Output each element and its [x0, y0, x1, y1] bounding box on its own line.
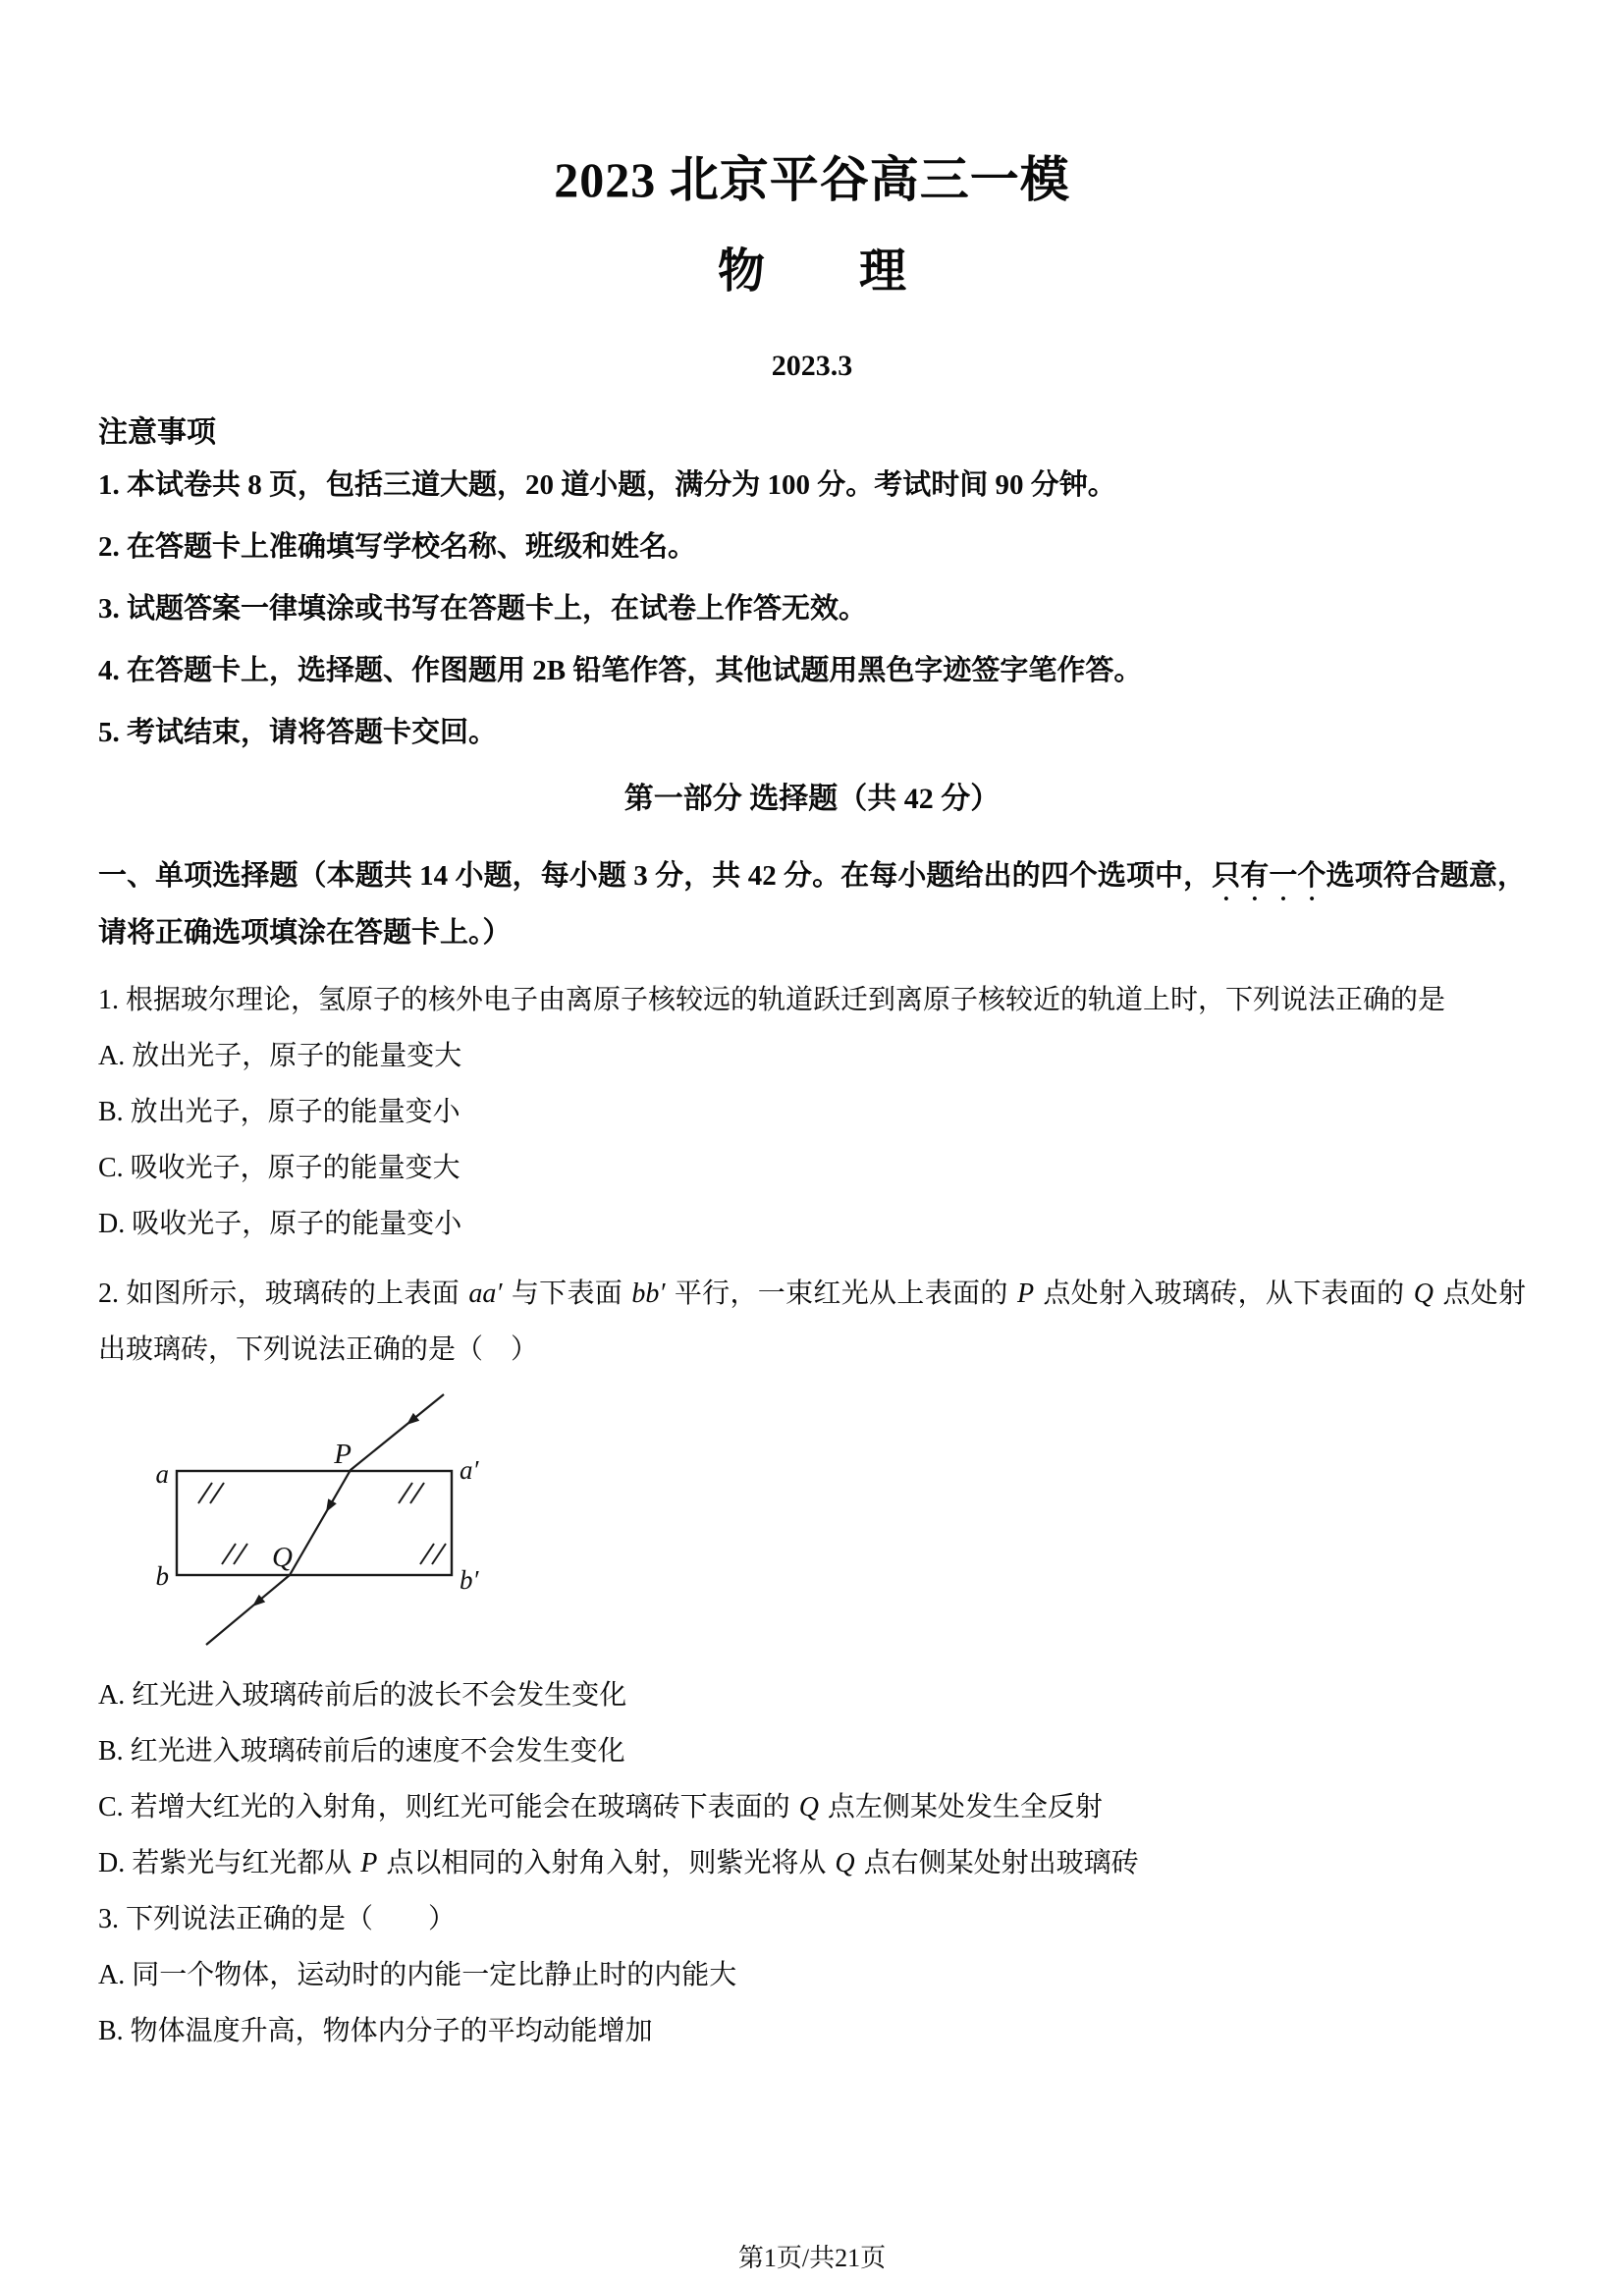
notice-item: 1. 本试卷共 8 页，包括三道大题，20 道小题，满分为 100 分。考试时间 90 分钟。: [98, 469, 1116, 501]
page-footer: 第1页/共21页: [737, 2244, 887, 2272]
option: B. 放出光子，原子的能量变小: [98, 1097, 460, 1127]
question-2: [98, 1266, 1526, 1891]
page-content: [0, 33, 1624, 2060]
question-stem: 1. 根据玻尔理论，氢原子的核外电子由离原子核较远的轨道跃迁到离原子核较近的轨道上时，下列说法正确的是: [98, 985, 1446, 1015]
notice-heading: 注意事项: [98, 416, 216, 449]
option: B. 物体温度升高，物体内分子的平均动能增加: [98, 2016, 653, 2046]
question-1: [98, 972, 1526, 1252]
part1-header: 第一部分 选择题（共 42 分）: [623, 783, 1001, 815]
notice-item: 2. 在答题卡上准确填写学校名称、班级和姓名。: [98, 531, 697, 563]
label-q: Q: [272, 1542, 293, 1573]
option: D. 吸收光子，原子的能量变小: [98, 1209, 462, 1239]
option: C. 吸收光子，原子的能量变大: [98, 1153, 460, 1183]
label-a-prime: a′: [460, 1455, 479, 1485]
option: A. 放出光子，原子的能量变大: [98, 1041, 462, 1071]
option: A. 红光进入玻璃砖前后的波长不会发生变化: [98, 1680, 627, 1711]
section1-intro: 一、单项选择题（本题共 14 小题，每小题 3 分，共 42 分。在每小题给出的四个选项中，只有一个选项符合题意，请将正确选项填涂在答题卡上。）: [98, 860, 1526, 949]
question-3: [98, 1891, 1526, 2059]
exam-date: 2023.3: [771, 350, 853, 382]
option: D. 若紫光与红光都从 P 点以相同的入射角入射，则紫光将从 Q 点右侧某处射出玻璃砖: [98, 1848, 1139, 1878]
notice-section: [98, 411, 1526, 764]
notice-item: 5. 考试结束，请将答题卡交回。: [98, 717, 498, 748]
glass-brick-diagram: [98, 1392, 520, 1667]
ray-arrowhead: [326, 1498, 337, 1512]
question-stem: 2. 如图所示，玻璃砖的上表面 aa′ 与下表面 bb′ 平行，一束红光从上表面的 P 点处射入玻璃砖，从下表面的 Q 点处射出玻璃砖，下列说法正确的是（ ）: [98, 1279, 1526, 1365]
glass-brick-figure: [98, 1392, 1526, 1667]
option: A. 同一个物体，运动时的内能一定比静止时的内能大: [98, 1960, 737, 1990]
subject-title: 物 理: [717, 245, 906, 298]
notice-item: 4. 在答题卡上，选择题、作图题用 2B 铅笔作答，其他试题用黑色字迹签字笔作答。: [98, 655, 1143, 686]
label-a: a: [155, 1459, 169, 1489]
hatch-marks: [198, 1483, 446, 1564]
option: C. 若增大红光的入射角，则红光可能会在玻璃砖下表面的 Q 点左侧某处发生全反射: [98, 1792, 1103, 1823]
option: B. 红光进入玻璃砖前后的速度不会发生变化: [98, 1736, 625, 1767]
page-title: 2023 北京平谷高三一模: [554, 151, 1070, 207]
label-b-prime: b′: [460, 1565, 479, 1595]
question-stem: 3. 下列说法正确的是（ ）: [98, 1904, 457, 1934]
light-ray: [206, 1394, 444, 1645]
notice-item: 3. 试题答案一律填涂或书写在答题卡上，在试卷上作答无效。: [98, 593, 868, 625]
label-p: P: [334, 1439, 352, 1470]
label-b: b: [155, 1561, 169, 1591]
